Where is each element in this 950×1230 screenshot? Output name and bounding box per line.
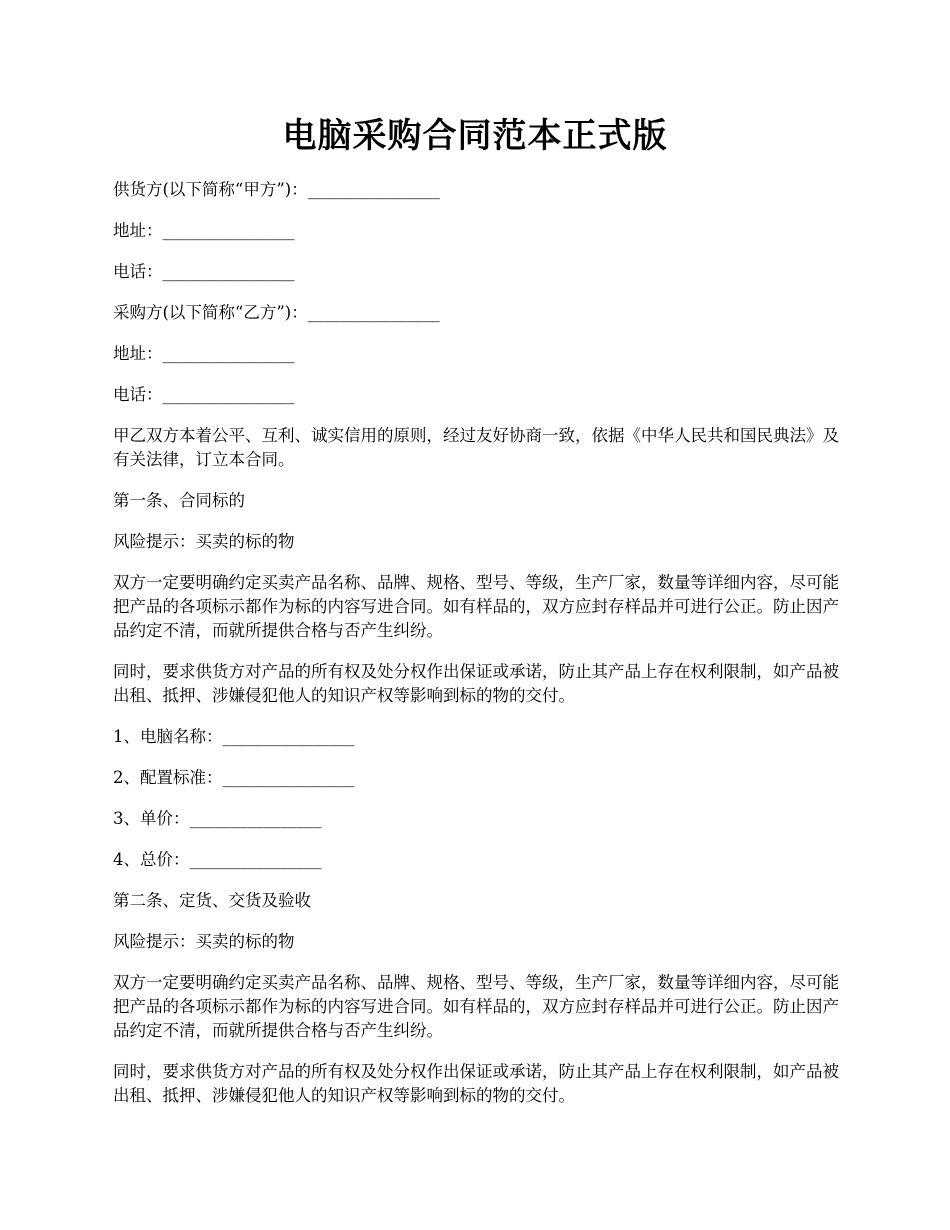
risk-detail-1a: 双方一定要明确约定买卖产品名称、品牌、规格、型号、等级，生产厂家，数量等详细内容，尽可能把产品的各项标示都作为标的内容写进合同。如有样品的，双方应封存样品并可进行公正。防止因产品约定不清，而就所提供合格与否产生纠纷。 bbox=[113, 573, 839, 640]
item-unit-price: 3、单价：________________ bbox=[113, 809, 322, 828]
risk-note-2: 风险提示：买卖的标的物 bbox=[113, 932, 295, 951]
article-1-heading: 第一条、合同标的 bbox=[113, 491, 245, 510]
risk-detail-2b: 同时，要求供货方对产品的所有权及处分权作出保证或承诺，防止其产品上存在权利限制，如产品被出租、抵押、涉嫌侵犯他人的知识产权等影响到标的物的交付。 bbox=[113, 1062, 839, 1105]
article-2-heading: 第二条、定货、交货及验收 bbox=[113, 891, 311, 910]
purchaser-line: 采购方(以下简称“乙方”)：________________ bbox=[113, 303, 440, 322]
risk-detail-1b: 同时，要求供货方对产品的所有权及处分权作出保证或承诺，防止其产品上存在权利限制，如产品被出租、抵押、涉嫌侵犯他人的知识产权等影响到标的物的交付。 bbox=[113, 662, 839, 705]
supplier-line: 供货方(以下简称“甲方”)：________________ bbox=[113, 180, 440, 199]
risk-detail-2a: 双方一定要明确约定买卖产品名称、品牌、规格、型号、等级，生产厂家，数量等详细内容，尽可能把产品的各项标示都作为标的内容写进合同。如有样品的，双方应封存样品并可进行公正。防止因产品约定不清，而就所提供合格与否产生纠纷。 bbox=[113, 973, 839, 1040]
purchaser-phone-line: 电话：________________ bbox=[113, 385, 295, 404]
document-body bbox=[113, 178, 853, 1125]
risk-note-1: 风险提示：买卖的标的物 bbox=[113, 532, 295, 551]
item-computer-name: 1、电脑名称：________________ bbox=[113, 727, 355, 746]
supplier-phone-line: 电话：________________ bbox=[113, 262, 295, 281]
document-title: 电脑采购合同范本正式版 bbox=[282, 116, 668, 156]
preamble-paragraph: 甲乙双方本着公平、互利、诚实信用的原则，经过友好协商一致，依据《中华人民共和国民典法》及有关法律，订立本合同。 bbox=[113, 426, 839, 469]
purchaser-address-line: 地址：________________ bbox=[113, 344, 295, 363]
item-config-standard: 2、配置标准：________________ bbox=[113, 768, 355, 787]
supplier-address-line: 地址：________________ bbox=[113, 221, 295, 240]
item-total-price: 4、总价：________________ bbox=[113, 850, 322, 869]
